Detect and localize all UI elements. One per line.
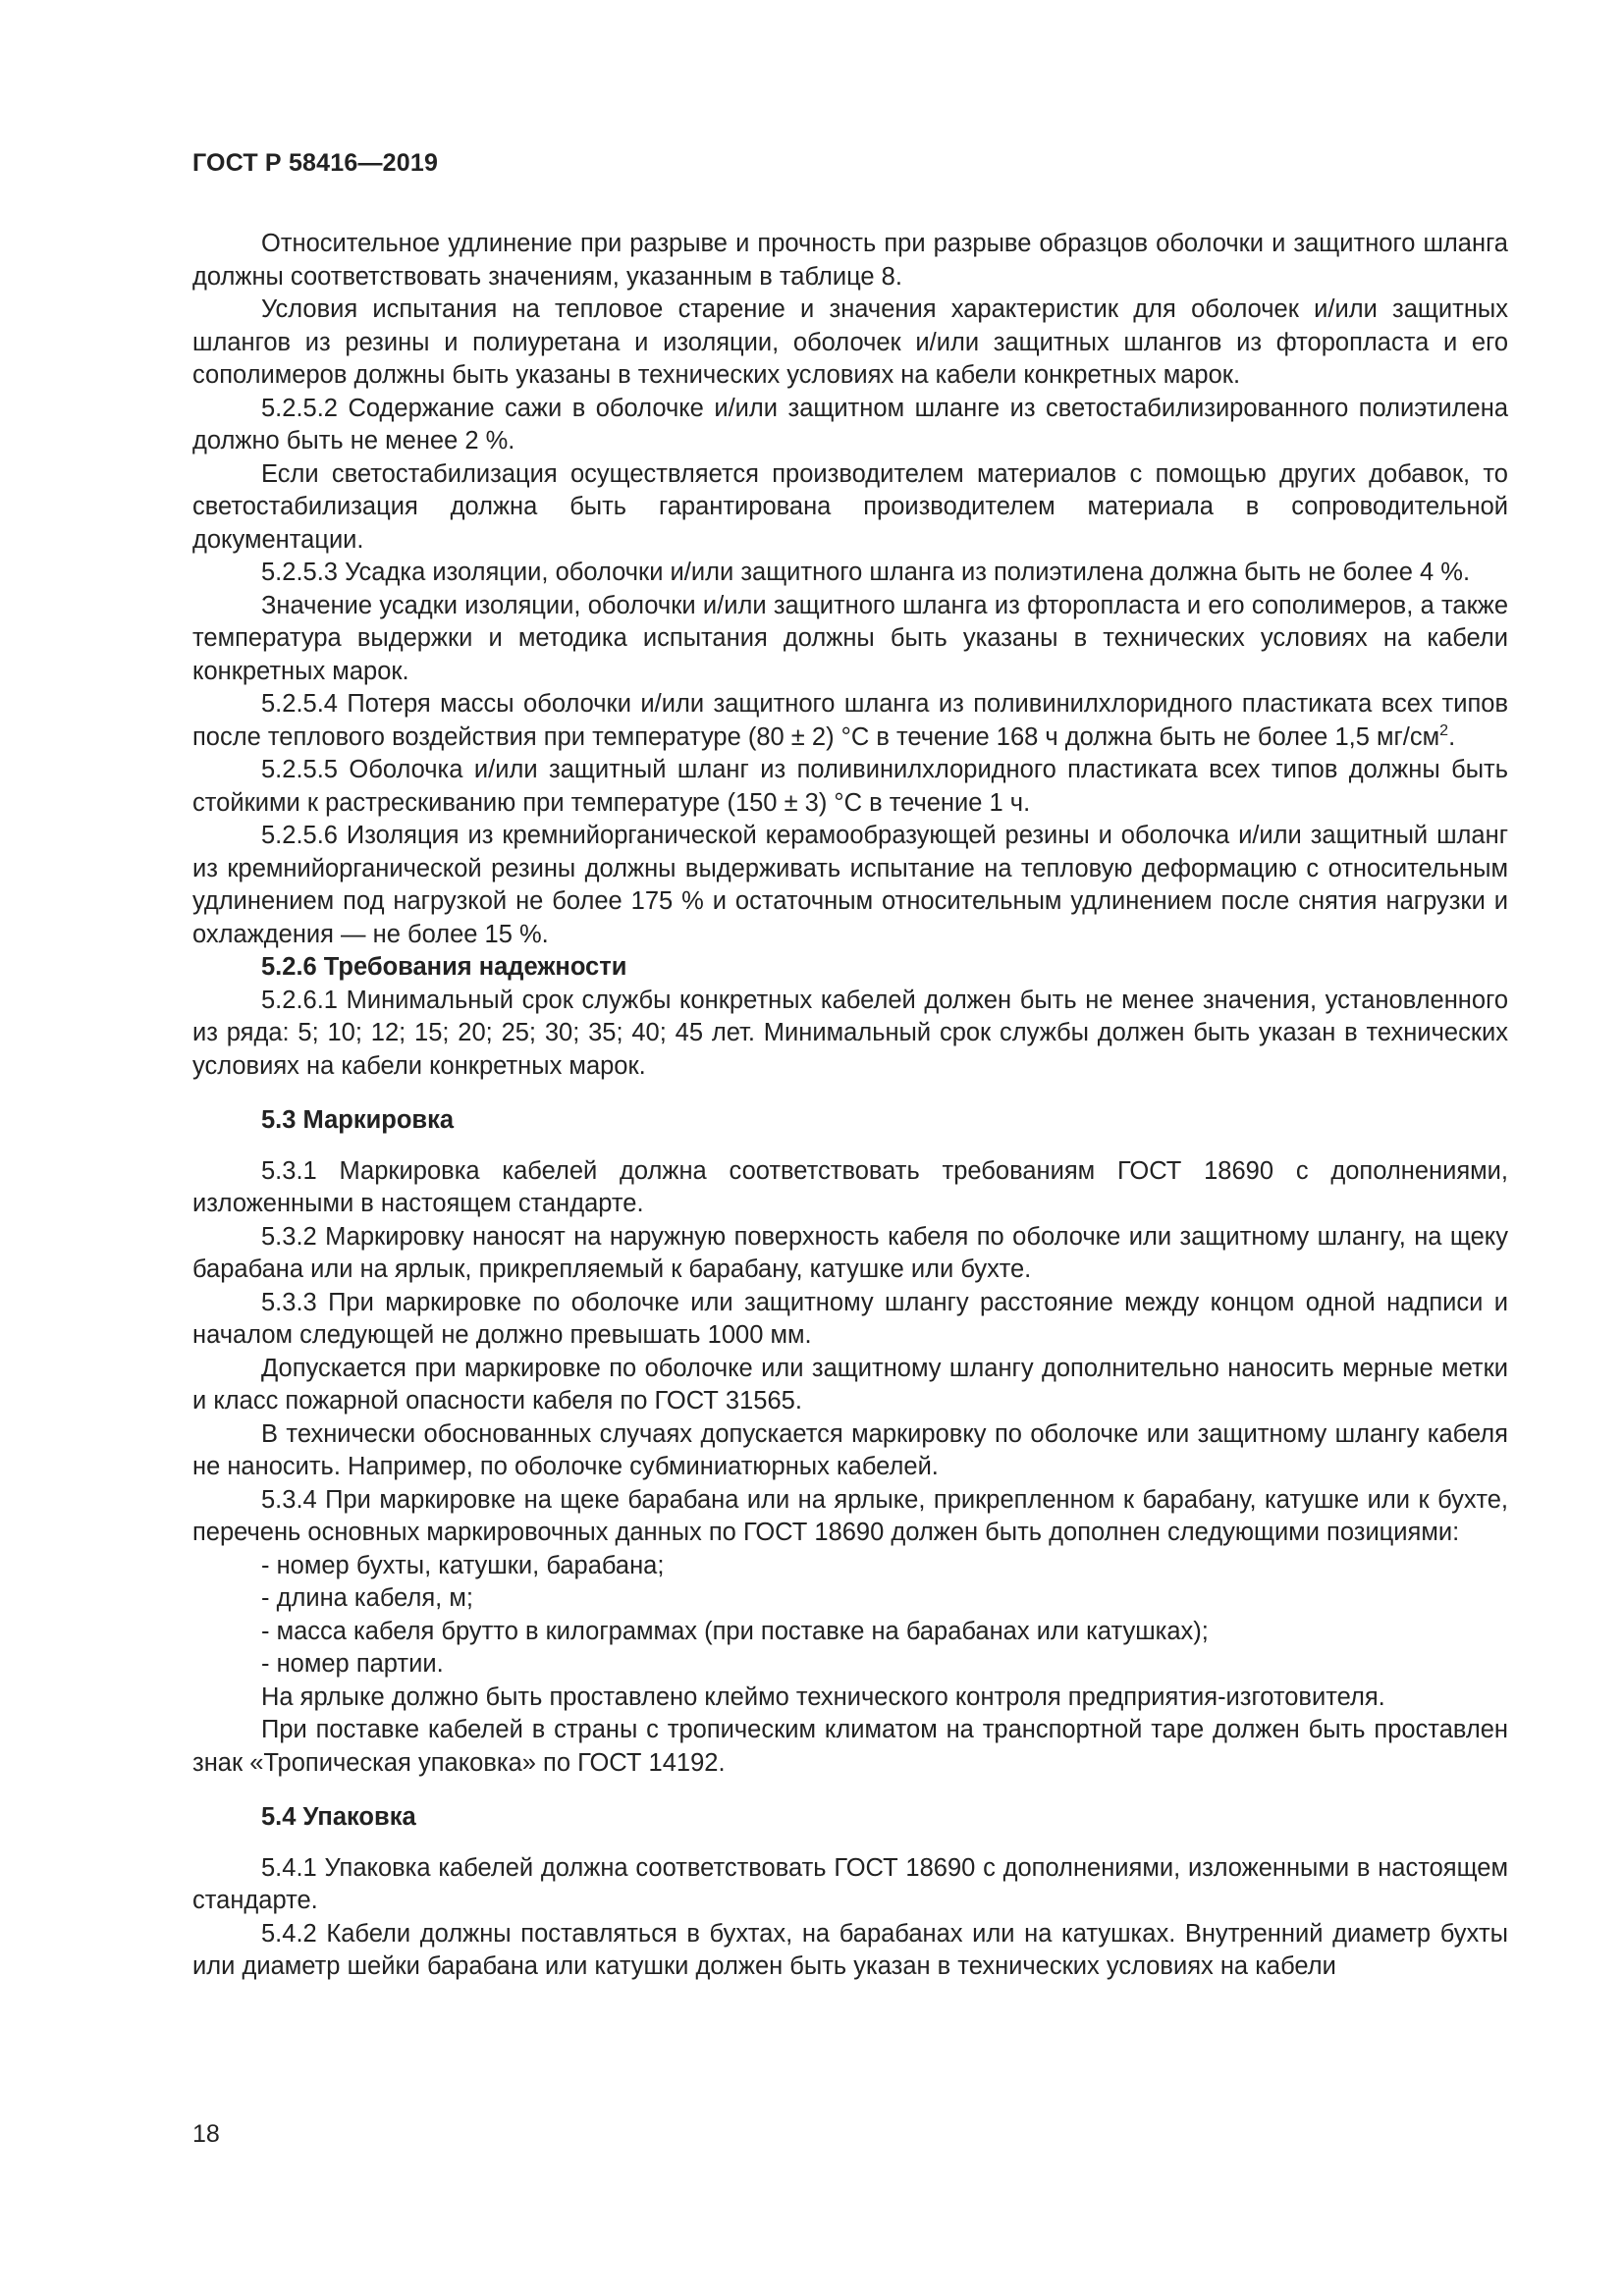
paragraph: На ярлыке должно быть проставлено клеймо технического контроля предприятия-изготовителя. [261,1682,1385,1711]
list-item: - масса кабеля брутто в килограммах (при поставке на барабанах или катушках); [261,1617,1209,1645]
paragraph-end-period: . [1448,722,1456,751]
paragraph: Значение усадки изоляции, оболочки и/или защитного шланга из фторопласта и его сополимеров, а также температура выдержки и методика испытания должны быть указаны в технических условиях на кабели конкретных марок. [192,591,1508,685]
paragraph-mass-loss [192,688,1508,754]
paragraph: 5.3.4 При маркировке на щеке барабана или на ярлыке, прикрепленном к барабану, катушке или к бухте, перечень основных маркировочных данных по ГОСТ 18690 должен быть дополнен следующими позициями: [192,1485,1508,1546]
section-heading-packaging: 5.4 Упаковка [261,1803,416,1831]
paragraph-text: 5.2.5.4 Потеря массы оболочки и/или защитного шланга из поливинилхлоридного пластиката всех типов после теплового воздействия при температуре (80 ± 2) °С в течение 168 ч должна быть не более 1,5 мг/см [192,690,1508,751]
paragraph: 5.3.1 Маркировка кабелей должна соответствовать требованиям ГОСТ 18690 с дополнениями, изложенными в настоящем стандарте. [192,1156,1508,1217]
paragraph: 5.2.6.1 Минимальный срок службы конкретных кабелей должен быть не менее значения, установленного из ряда: 5; 10; 12; 15; 20; 25; 30; 35; 40; 45 лет. Минимальный срок службы должен быть указан в технических условиях на кабели конкретных марок. [192,986,1508,1080]
paragraph: Условия испытания на тепловое старение и значения характеристик для оболочек и/или защитных шлангов из резины и полиуретана и изоляции, оболочек и/или защитных шлангов из фторопласта и его сополимеров должны быть указаны в технических условиях на кабели конкретных марок. [192,295,1508,389]
list-item: - номер партии. [261,1650,444,1678]
paragraph: 5.2.5.2 Содержание сажи в оболочке и/или защитном шланге из светостабилизированного полиэтилена должно быть не менее 2 %. [192,394,1508,454]
superscript-exponent: 2 [1439,721,1449,739]
paragraph: 5.2.5.6 Изоляция из кремнийорганической керамообразующей резины и оболочка и/или защитный шланг из кремнийорганической резины должны выдерживать испытание на тепловую деформацию с относительным удлинением под нагрузкой не более 175 % и остаточным относительным удлинением после снятия нагрузки и охлаждения — не более 15 %. [192,822,1508,948]
section-heading-marking: 5.3 Маркировка [261,1106,455,1134]
paragraph: 5.4.2 Кабели должны поставляться в бухтах, на барабанах или на катушках. Внутренний диаметр бухты или диаметр шейки барабана или катушки должен быть указан в технических условиях на кабели [192,1919,1508,1980]
page-number: 18 [192,2120,220,2148]
paragraph: 5.3.2 Маркировку наносят на наружную поверхность кабеля по оболочке или защитному шлангу, на щеку барабана или на ярлык, прикрепляемый к барабану, катушке или бухте. [192,1222,1508,1283]
paragraph: 5.2.5.5 Оболочка и/или защитный шланг из поливинилхлоридного пластиката всех типов должны быть стойкими к растрескиванию при температуре (150 ± 3) °С в течение 1 ч. [192,756,1508,817]
list-item: - номер бухты, катушки, барабана; [261,1551,665,1579]
paragraph: В технически обоснованных случаях допускается маркировку по оболочке или защитному шлангу кабеля не наносить. Например, по оболочке субминиатюрных кабелей. [192,1419,1508,1480]
paragraph: 5.4.1 Упаковка кабелей должна соответствовать ГОСТ 18690 с дополнениями, изложенными в настоящем стандарте. [192,1853,1508,1914]
document-code-header: ГОСТ Р 58416—2019 [192,149,439,177]
paragraph: 5.2.5.3 Усадка изоляции, оболочки и/или защитного шланга из полиэтилена должна быть не более 4 %. [261,559,1471,586]
paragraph: Относительное удлинение при разрыве и прочность при разрыве образцов оболочки и защитного шланга должны соответствовать значениям, указанным в таблице 8. [192,230,1508,291]
paragraph: Если светостабилизация осуществляется производителем материалов с помощью других добавок, то светостабилизация должна быть гарантирована производителем материала в сопроводительной документации. [192,459,1508,554]
paragraph: 5.3.3 При маркировке по оболочке или защитному шлангу расстояние между концом одной надписи и началом следующей не должно превышать 1000 мм. [192,1288,1508,1349]
section-heading-reliability: 5.2.6 Требования надежности [261,953,627,981]
paragraph: При поставке кабелей в страны с тропическим климатом на транспортной таре должен быть проставлен знак «Тропическая упаковка» по ГОСТ 14192. [192,1716,1508,1777]
document-body [192,228,1508,1984]
paragraph: Допускается при маркировке по оболочке или защитному шлангу дополнительно наносить мерные метки и класс пожарной опасности кабеля по ГОСТ 31565. [192,1354,1508,1415]
list-item: - длина кабеля, м; [261,1584,473,1612]
